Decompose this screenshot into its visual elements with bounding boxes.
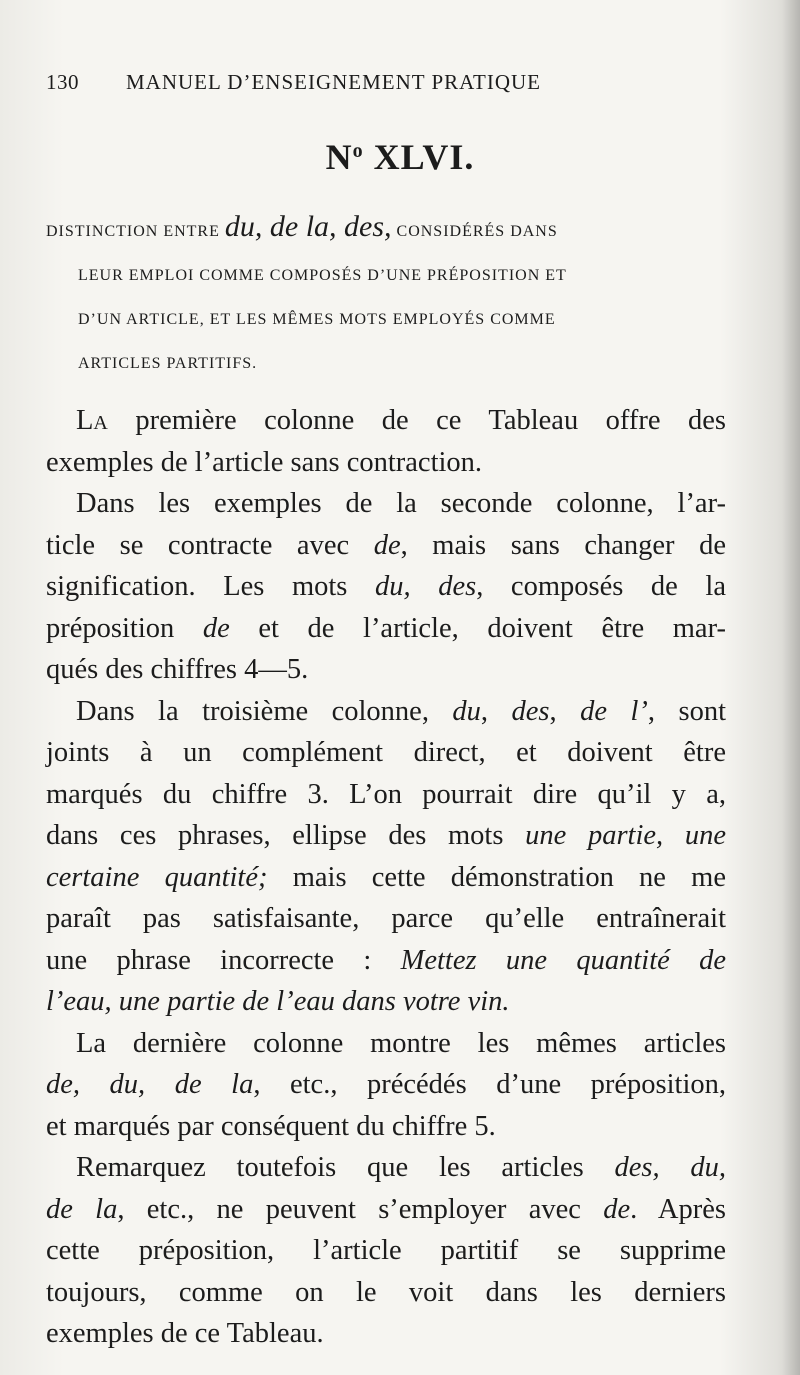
italic-run: des xyxy=(511,695,550,727)
heading-line xyxy=(46,205,730,254)
numero-sup: o xyxy=(352,140,364,162)
text-line: exemples de l’article sans contraction. xyxy=(46,446,483,478)
section-number xyxy=(0,136,800,178)
italic-run: de xyxy=(202,612,230,644)
text-line: qués des chiffres 4—5. xyxy=(46,654,309,685)
italic-run: de la xyxy=(46,1193,118,1225)
text-line xyxy=(46,1064,726,1106)
text-run: , etc., précédés d’une préposition, xyxy=(253,1069,726,1100)
numero-mark: N xyxy=(325,137,353,177)
paragraph xyxy=(46,400,726,483)
text-line xyxy=(46,857,726,899)
body-text xyxy=(46,400,726,1355)
heading-line: D’UN ARTICLE, ET LES MÊMES MOTS EMPLOYÉS COMME xyxy=(78,311,556,328)
text-run: ticle se contracte avec xyxy=(46,529,374,561)
paragraph xyxy=(46,1023,726,1148)
text-run: Remarquez toutefois que les articles xyxy=(76,1152,615,1183)
paragraph xyxy=(46,1147,726,1355)
text-line: Dans les exemples de la seconde colonne, l’ar- xyxy=(76,488,726,519)
italic-run: de xyxy=(373,529,401,561)
numero-value: XLVI. xyxy=(373,137,475,177)
section-heading xyxy=(46,205,730,386)
text-run: première colonne de ce Tableau offre des xyxy=(107,405,726,436)
text-line xyxy=(46,608,726,650)
text-run: . Après xyxy=(630,1193,726,1225)
italic-run: de xyxy=(603,1193,631,1225)
text-line: marqués du chiffre 3. L’on pourrait dire qu’il y a, xyxy=(46,778,726,810)
italic-run: de l’ xyxy=(580,695,648,727)
text-run: signification. Les mots xyxy=(46,571,375,602)
text-run: Dans la troisième colonne, xyxy=(76,695,453,727)
heading-italic: du, de la, des, xyxy=(224,210,392,243)
italic-run: une partie, une xyxy=(525,820,726,851)
text-line xyxy=(46,1147,726,1189)
running-header xyxy=(46,70,746,95)
text-run: , xyxy=(480,695,512,727)
paragraph xyxy=(46,483,726,691)
dropcap-word: La xyxy=(76,405,108,436)
italic-run: certaine quantité; xyxy=(46,861,268,893)
text-run: et de l’article, doivent être mar- xyxy=(229,612,726,644)
text-line: cette préposition, l’article partitif se supprime xyxy=(46,1235,726,1266)
text-line xyxy=(46,400,726,442)
text-line: joints à un complément direct, et doivent être xyxy=(46,737,726,768)
text-line xyxy=(46,940,726,982)
page-number: 130 xyxy=(46,70,79,94)
text-run: dans ces phrases, ellipse des mots xyxy=(46,820,526,851)
heading-text: CONSIDÉRÉS DANS xyxy=(391,223,558,240)
text-line xyxy=(46,1189,726,1231)
text-run: , sont xyxy=(647,695,726,727)
italic-run: du, des xyxy=(374,571,477,602)
italic-run: de, du, de la xyxy=(46,1069,254,1100)
text-line: exemples de ce Tableau. xyxy=(46,1318,324,1349)
text-line xyxy=(46,691,726,733)
text-run: une phrase incorrecte : xyxy=(46,944,401,976)
italic-run: du xyxy=(452,695,481,727)
text-line xyxy=(46,566,726,608)
text-line: toujours, comme on le voit dans les derniers xyxy=(46,1276,726,1308)
italic-run: l’eau, une partie de l’eau dans votre vin. xyxy=(46,986,510,1017)
text-run: mais cette démonstration ne me xyxy=(267,861,726,893)
heading-text: DISTINCTION ENTRE xyxy=(46,223,225,240)
text-run: préposition xyxy=(46,612,203,644)
italic-run: Mettez une quantité de xyxy=(400,944,726,976)
text-run: , mais sans changer de xyxy=(400,529,727,561)
heading-line: ARTICLES PARTITIFS. xyxy=(78,355,258,372)
text-run: , etc., ne peuvent s’employer avec xyxy=(117,1193,604,1225)
running-title: MANUEL D’ENSEIGNEMENT PRATIQUE xyxy=(126,70,541,94)
text-line xyxy=(46,815,726,857)
page-gutter-shadow xyxy=(782,0,800,1375)
italic-run: des, du, xyxy=(614,1152,726,1183)
heading-line: LEUR EMPLOI COMME COMPOSÉS D’UNE PRÉPOSITION ET xyxy=(78,267,567,284)
text-line xyxy=(46,981,726,1023)
text-line: paraît pas satisfaisante, parce qu’elle entraînerait xyxy=(46,903,726,934)
paragraph xyxy=(46,691,726,1023)
text-line xyxy=(46,525,726,567)
text-run: , composés de la xyxy=(476,571,726,602)
text-run: , xyxy=(549,695,581,727)
text-line: La dernière colonne montre les mêmes articles xyxy=(76,1027,726,1059)
text-line: et marqués par conséquent du chiffre 5. xyxy=(46,1110,496,1142)
